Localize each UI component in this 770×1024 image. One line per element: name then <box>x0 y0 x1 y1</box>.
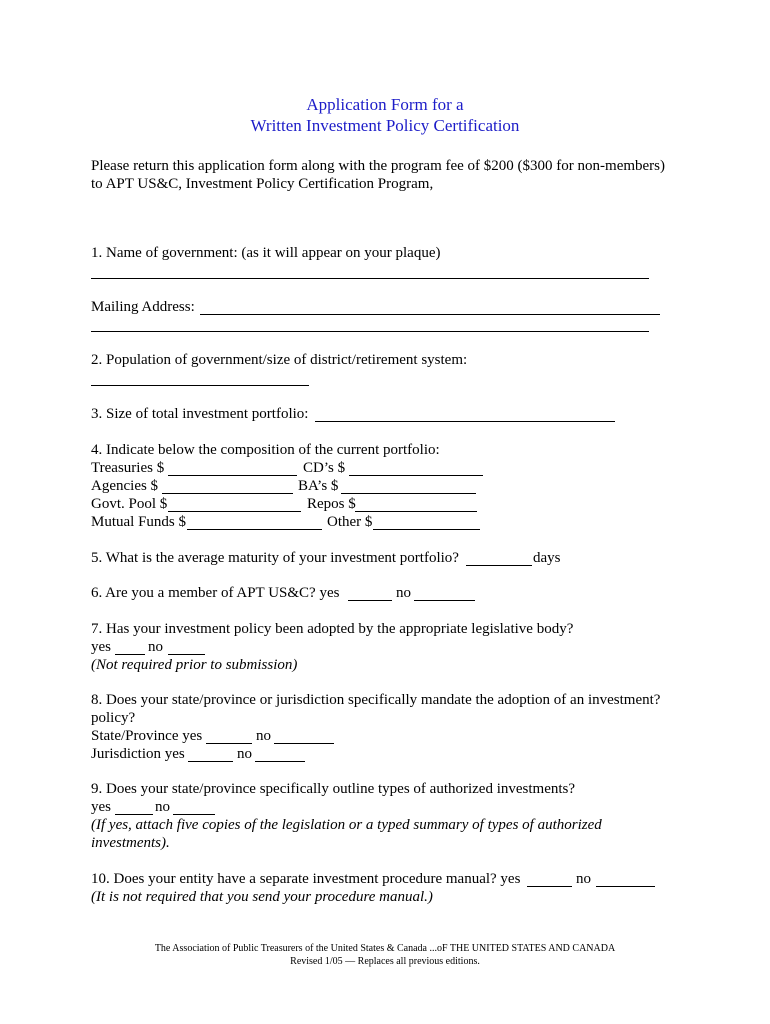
jurisdiction-no-field[interactable] <box>255 761 305 762</box>
mailing-address-label: Mailing Address: <box>91 299 195 315</box>
apt-member-yes-field[interactable] <box>348 600 392 601</box>
q1-label: 1. Name of government: (as it will appear on your plaque) <box>91 245 441 261</box>
bas-label: BA’s $ <box>298 478 339 494</box>
policy-adopted-yes-field[interactable] <box>115 654 145 655</box>
repos-field[interactable] <box>355 511 477 512</box>
q8-label-line1: 8. Does your state/province or jurisdiction specifically mandate the adoption of an investment? <box>91 692 661 708</box>
agencies-field[interactable] <box>162 493 293 494</box>
government-name-field[interactable] <box>91 278 649 279</box>
q3-label: 3. Size of total investment portfolio: <box>91 406 309 422</box>
repos-label: Repos $ <box>307 496 356 512</box>
q2-label: 2. Population of government/size of district/retirement system: <box>91 352 468 368</box>
cds-label: CD’s $ <box>303 460 346 476</box>
q6-no-label: no <box>396 585 411 601</box>
jurisdiction-yes-field[interactable] <box>188 761 233 762</box>
treasuries-field[interactable] <box>168 475 297 476</box>
mailing-address-field-1[interactable] <box>200 314 660 315</box>
agencies-label: Agencies $ <box>91 478 159 494</box>
state-province-yes-label: State/Province yes <box>91 728 203 744</box>
q8-label-line2: policy? <box>91 710 136 726</box>
treasuries-label: Treasuries $ <box>91 460 165 476</box>
population-field[interactable] <box>91 385 309 386</box>
bas-field[interactable] <box>341 493 476 494</box>
q9-note-line1: (If yes, attach five copies of the legislation or a typed summary of types of authorized <box>91 817 602 833</box>
jurisdiction-yes-label: Jurisdiction yes <box>91 746 185 762</box>
cds-field[interactable] <box>349 475 483 476</box>
procedure-manual-yes-field[interactable] <box>527 886 572 887</box>
q10-no-label: no <box>576 871 591 887</box>
mutual-funds-field[interactable] <box>187 529 322 530</box>
average-maturity-field[interactable] <box>466 565 532 566</box>
authorized-investments-no-field[interactable] <box>173 814 215 815</box>
authorized-investments-yes-field[interactable] <box>115 814 153 815</box>
jurisdiction-no-label: no <box>237 746 252 762</box>
q9-yes-label: yes <box>91 799 111 815</box>
other-label: Other $ <box>327 514 373 530</box>
state-province-no-label: no <box>256 728 271 744</box>
q9-no-label: no <box>155 799 170 815</box>
q7-label: 7. Has your investment policy been adopted by the appropriate legislative body? <box>91 621 574 637</box>
mailing-address-field-2[interactable] <box>91 331 649 332</box>
q7-yes-label: yes <box>91 639 111 655</box>
procedure-manual-no-field[interactable] <box>596 886 655 887</box>
q10-note: (It is not required that you send your procedure manual.) <box>91 889 433 905</box>
portfolio-size-field[interactable] <box>315 421 615 422</box>
q7-no-label: no <box>148 639 163 655</box>
form-title-line2: Written Investment Policy Certification <box>250 116 520 135</box>
footer-revision: Revised 1/05 — Replaces all previous editions. <box>290 956 480 967</box>
q5-days-label: days <box>533 550 561 566</box>
q5-label: 5. What is the average maturity of your investment portfolio? <box>91 550 459 566</box>
intro-line2: to APT US&C, Investment Policy Certification Program, <box>91 176 434 192</box>
q7-note: (Not required prior to submission) <box>91 657 298 673</box>
q6-label: 6. Are you a member of APT US&C? yes <box>91 585 340 601</box>
q9-note-line2: investments). <box>91 835 170 851</box>
q9-label: 9. Does your state/province specifically outline types of authorized investments? <box>91 781 576 797</box>
q10-label: 10. Does your entity have a separate investment procedure manual? yes <box>91 871 521 887</box>
policy-adopted-no-field[interactable] <box>168 654 205 655</box>
other-field[interactable] <box>373 529 480 530</box>
state-province-yes-field[interactable] <box>206 743 252 744</box>
intro-line1: Please return this application form along with the program fee of $200 ($300 for non-members) <box>91 158 666 174</box>
govt-pool-field[interactable] <box>168 511 301 512</box>
govt-pool-label: Govt. Pool $ <box>91 496 168 512</box>
mutual-funds-label: Mutual Funds $ <box>91 514 187 530</box>
q4-label: 4. Indicate below the composition of the current portfolio: <box>91 442 440 458</box>
footer-association: The Association of Public Treasurers of the United States & Canada ...oF THE UNITED STATES AND CANADA <box>154 943 616 954</box>
form-title-line1: Application Form for a <box>306 95 464 114</box>
state-province-no-field[interactable] <box>274 743 334 744</box>
apt-member-no-field[interactable] <box>414 600 475 601</box>
